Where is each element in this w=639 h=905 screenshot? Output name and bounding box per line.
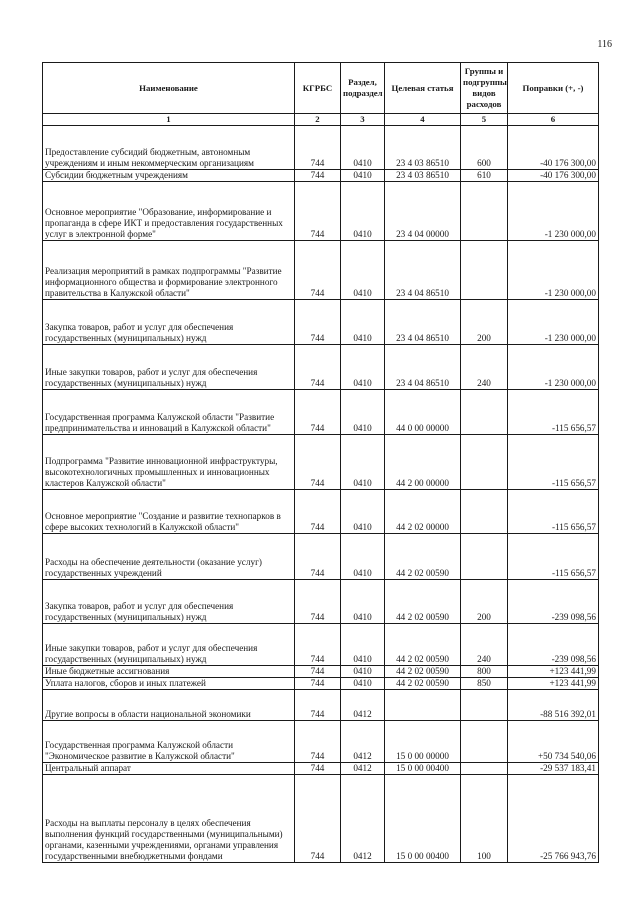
table-row — [43, 300, 599, 345]
header-groups: Группы и подгруппы видов расходов — [461, 63, 508, 114]
row-kgrbs: 744 — [295, 624, 341, 666]
row-name: Иные бюджетные ассигнования — [43, 666, 295, 678]
row-target: 44 2 02 00590 — [385, 624, 461, 666]
row-amount: -115 656,57 — [508, 390, 599, 435]
row-group — [461, 390, 508, 435]
table-row — [43, 624, 599, 666]
row-group — [461, 690, 508, 721]
row-target: 23 4 04 86510 — [385, 241, 461, 300]
table-row — [43, 241, 599, 300]
row-kgrbs: 744 — [295, 678, 341, 690]
row-kgrbs: 744 — [295, 763, 341, 775]
row-target: 44 2 00 00000 — [385, 435, 461, 490]
header-target: Целевая статья — [385, 63, 461, 114]
row-target: 23 4 04 86510 — [385, 345, 461, 390]
row-group: 850 — [461, 678, 508, 690]
row-target: 15 0 00 00400 — [385, 775, 461, 863]
row-kgrbs: 744 — [295, 170, 341, 182]
row-group: 610 — [461, 170, 508, 182]
row-name: Предоставление субсидий бюджетным, автономным учреждениям и иным некоммерческим организациям — [43, 126, 295, 170]
row-section: 0410 — [341, 126, 385, 170]
row-group — [461, 435, 508, 490]
row-amount: +50 734 540,06 — [508, 721, 599, 763]
table-row — [43, 126, 599, 170]
row-group — [461, 534, 508, 580]
table-header-row — [43, 63, 599, 114]
row-kgrbs: 744 — [295, 490, 341, 534]
row-name: Закупка товаров, работ и услуг для обеспечения государственных (муниципальных) нужд — [43, 300, 295, 345]
row-kgrbs: 744 — [295, 300, 341, 345]
row-section: 0410 — [341, 666, 385, 678]
row-target: 23 4 04 86510 — [385, 300, 461, 345]
table-row — [43, 390, 599, 435]
row-name: Подпрограмма "Развитие инновационной инфраструктуры, высокотехнологичных промышленных и инновационных кластеров Калужской области" — [43, 435, 295, 490]
row-amount: -1 230 000,00 — [508, 345, 599, 390]
row-target: 44 2 02 00590 — [385, 678, 461, 690]
row-target: 23 4 03 86510 — [385, 170, 461, 182]
column-number: 2 — [295, 114, 341, 126]
column-number-row — [43, 114, 599, 126]
row-name: Иные закупки товаров, работ и услуг для обеспечения государственных (муниципальных) нужд — [43, 345, 295, 390]
row-target: 44 2 02 00590 — [385, 580, 461, 624]
table-row — [43, 775, 599, 863]
row-section: 0410 — [341, 170, 385, 182]
row-group — [461, 241, 508, 300]
column-number: 3 — [341, 114, 385, 126]
row-amount: -115 656,57 — [508, 534, 599, 580]
row-group — [461, 182, 508, 241]
row-name: Основное мероприятие "Образование, информирование и пропаганда в сфере ИКТ и предоставления государственных услуг в электронной форме" — [43, 182, 295, 241]
table-row — [43, 678, 599, 690]
row-amount: -115 656,57 — [508, 435, 599, 490]
table-row — [43, 490, 599, 534]
row-group: 240 — [461, 624, 508, 666]
row-name: Государственная программа Калужской области "Экономическое развитие в Калужской области" — [43, 721, 295, 763]
row-section: 0410 — [341, 300, 385, 345]
row-group: 240 — [461, 345, 508, 390]
row-section: 0410 — [341, 678, 385, 690]
row-name: Субсидии бюджетным учреждениям — [43, 170, 295, 182]
row-section: 0412 — [341, 763, 385, 775]
row-section: 0410 — [341, 534, 385, 580]
row-group: 200 — [461, 580, 508, 624]
row-kgrbs: 744 — [295, 775, 341, 863]
row-section: 0410 — [341, 435, 385, 490]
row-kgrbs: 744 — [295, 345, 341, 390]
column-number: 1 — [43, 114, 295, 126]
row-target: 44 2 02 00000 — [385, 490, 461, 534]
row-name: Государственная программа Калужской области "Развитие предпринимательства и инноваций в Калужской области" — [43, 390, 295, 435]
column-number: 6 — [508, 114, 599, 126]
header-kgrbs: КГРБС — [295, 63, 341, 114]
row-name: Центральный аппарат — [43, 763, 295, 775]
row-name: Иные закупки товаров, работ и услуг для обеспечения государственных (муниципальных) нужд — [43, 624, 295, 666]
row-target: 15 0 00 00400 — [385, 763, 461, 775]
row-target: 23 4 03 86510 — [385, 126, 461, 170]
row-amount: -40 176 300,00 — [508, 126, 599, 170]
row-section: 0412 — [341, 721, 385, 763]
table-row — [43, 666, 599, 678]
table-row — [43, 534, 599, 580]
row-kgrbs: 744 — [295, 182, 341, 241]
row-target: 44 0 00 00000 — [385, 390, 461, 435]
row-amount: -40 176 300,00 — [508, 170, 599, 182]
row-kgrbs: 744 — [295, 690, 341, 721]
row-kgrbs: 744 — [295, 666, 341, 678]
row-name: Другие вопросы в области национальной экономики — [43, 690, 295, 721]
row-amount: -29 537 183,41 — [508, 763, 599, 775]
row-kgrbs: 744 — [295, 534, 341, 580]
table-row — [43, 580, 599, 624]
column-number: 5 — [461, 114, 508, 126]
row-target: 23 4 04 00000 — [385, 182, 461, 241]
table-row — [43, 170, 599, 182]
row-group — [461, 490, 508, 534]
row-amount: -115 656,57 — [508, 490, 599, 534]
page-number: 116 — [597, 39, 612, 50]
row-group — [461, 721, 508, 763]
budget-amendments-table — [42, 62, 599, 863]
row-section: 0410 — [341, 182, 385, 241]
table-row — [43, 690, 599, 721]
row-section: 0410 — [341, 624, 385, 666]
table-row — [43, 721, 599, 763]
row-kgrbs: 744 — [295, 126, 341, 170]
header-section: Раздел, подраздел — [341, 63, 385, 114]
row-amount: -239 098,56 — [508, 580, 599, 624]
row-section: 0410 — [341, 390, 385, 435]
table-row — [43, 435, 599, 490]
row-group — [461, 763, 508, 775]
row-name: Расходы на обеспечение деятельности (оказание услуг) государственных учреждений — [43, 534, 295, 580]
table-row — [43, 345, 599, 390]
row-section: 0410 — [341, 345, 385, 390]
row-kgrbs: 744 — [295, 435, 341, 490]
row-target: 15 0 00 00000 — [385, 721, 461, 763]
row-amount: -88 516 392,01 — [508, 690, 599, 721]
row-name: Реализация мероприятий в рамках подпрограммы "Развитие информационного общества и формирование электронного правительства в Калужской области" — [43, 241, 295, 300]
row-amount: -1 230 000,00 — [508, 241, 599, 300]
row-kgrbs: 744 — [295, 241, 341, 300]
row-group: 100 — [461, 775, 508, 863]
row-name: Расходы на выплаты персоналу в целях обеспечения выполнения функций государственными (муниципальными) органами, казенными учреждениями, органами управления государственными внебюджетными фондами — [43, 775, 295, 863]
row-section: 0410 — [341, 241, 385, 300]
row-section: 0410 — [341, 580, 385, 624]
header-amendments: Поправки (+, -) — [508, 63, 599, 114]
row-name: Закупка товаров, работ и услуг для обеспечения государственных (муниципальных) нужд — [43, 580, 295, 624]
header-name: Наименование — [43, 63, 295, 114]
row-group: 800 — [461, 666, 508, 678]
row-amount: -1 230 000,00 — [508, 182, 599, 241]
row-group: 600 — [461, 126, 508, 170]
row-kgrbs: 744 — [295, 721, 341, 763]
row-section: 0412 — [341, 690, 385, 721]
row-target — [385, 690, 461, 721]
row-target: 44 2 02 00590 — [385, 534, 461, 580]
row-group: 200 — [461, 300, 508, 345]
row-amount: -25 766 943,76 — [508, 775, 599, 863]
row-amount: -1 230 000,00 — [508, 300, 599, 345]
row-kgrbs: 744 — [295, 580, 341, 624]
row-name: Уплата налогов, сборов и иных платежей — [43, 678, 295, 690]
row-section: 0412 — [341, 775, 385, 863]
row-amount: +123 441,99 — [508, 666, 599, 678]
row-name: Основное мероприятие "Создание и развитие технопарков в сфере высоких технологий в Калужской области" — [43, 490, 295, 534]
row-amount: -239 098,56 — [508, 624, 599, 666]
row-amount: +123 441,99 — [508, 678, 599, 690]
row-kgrbs: 744 — [295, 390, 341, 435]
row-section: 0410 — [341, 490, 385, 534]
row-target: 44 2 02 00590 — [385, 666, 461, 678]
table-row — [43, 763, 599, 775]
column-number: 4 — [385, 114, 461, 126]
table-row — [43, 182, 599, 241]
